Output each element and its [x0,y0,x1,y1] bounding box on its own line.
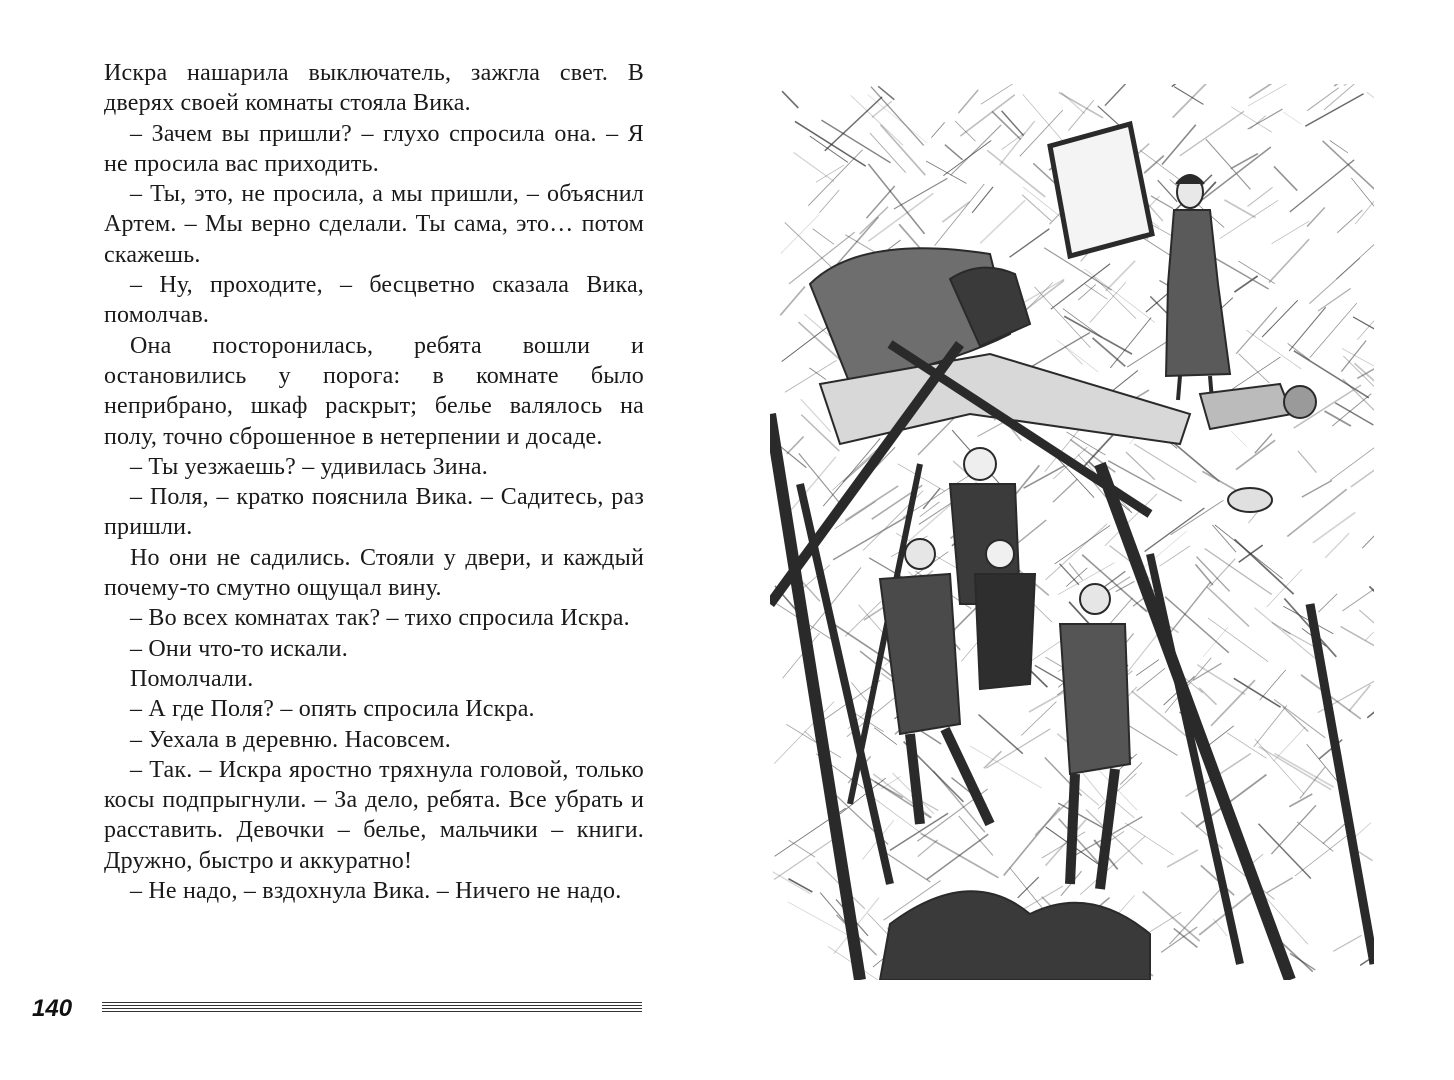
paragraph-6: – Ты уезжаешь? – удивилась Зина. [130,453,488,480]
footer-rule [102,1002,642,1016]
left-page-text [104,58,644,906]
paragraph-4: – Ну, проходите, – бесцветно сказала Вика, помолчав. [104,272,644,329]
paragraph-1: Искра нашарила выключатель, зажгла свет. В дверях своей комнаты стояла Вика. [104,60,644,117]
paragraph-12: – А где Поля? – опять спросила Искра. [130,696,535,723]
paragraph-7: – Поля, – кратко пояснила Вика. – Садитесь, раз пришли. [104,484,644,541]
paragraph-3: – Ты, это, не просила, а мы пришли, – объяснил Артем. – Мы верно сделали. Ты сама, это… потом скажешь. [104,181,644,268]
paragraph-11: Помолчали. [130,665,254,692]
paragraph-10: – Они что-то искали. [130,635,348,662]
paragraph-15: – Не надо, – вздохнула Вика. – Ничего не надо. [130,878,622,905]
paragraph-8: Но они не садились. Стояли у двери, и каждый почему-то смутно ощущал вину. [104,544,644,602]
paragraph-13: – Уехала в деревню. Насовсем. [130,726,451,753]
fallen-vase [1228,488,1272,512]
pencil-illustration [770,84,1374,980]
paragraph-2: – Зачем вы пришли? – глухо спросила она. – Я не просила вас приходить. [104,120,644,177]
paragraph-9: – Во всех комнатах так? – тихо спросила Искра. [130,605,630,632]
page-number: 140 [32,995,73,1022]
paragraph-5: Она посторонилась, ребята вошли и остановились у порога: в комнате было неприбрано, шкаф раскрыт; белье валялось на полу, точно сброшенное в нетерпении и досаде. [104,332,644,450]
paragraph-14: – Так. – Искра яростно тряхнула головой, только косы подпрыгнули. – За дело, ребята. Все убрать и расставить. Девочки – белье, мальчики – книги. Дружно, быстро и аккуратно! [104,756,644,874]
